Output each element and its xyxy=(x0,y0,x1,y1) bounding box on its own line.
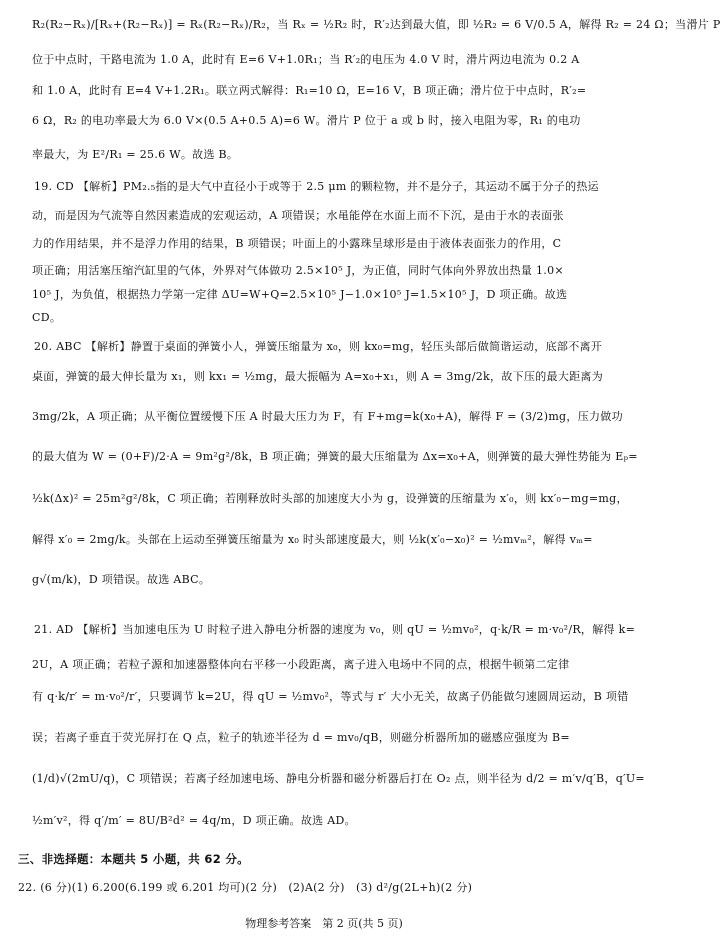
q20-line: 20. ABC 【解析】静置于桌面的弹簧小人，弹簧压缩量为 x₀，则 kx₀=mg，轻压头部后做简谐运动，底部不离开 xyxy=(34,340,603,353)
text-line: 和 1.0 A，此时有 E=4 V+1.2R₁。联立两式解得：R₁=10 Ω，E=16 V，B 项正确；滑片位于中点时，R′₂= xyxy=(32,84,587,97)
text-line: 10⁵ J，为负值，根据热力学第一定律 ΔU=W+Q=2.5×10⁵ J−1.0×10⁵ J=1.5×10⁵ J，D 项正确。故选 xyxy=(32,288,568,301)
text-line: (1/d)√(2mU/q)，C 项错误；若离子经加速电场、静电分析器和磁分析器后打在 O₂ 点，则半径为 d/2 = m′v/q′B，q′U= xyxy=(32,772,645,785)
q21-line: 21. AD 【解析】当加速电压为 U 时粒子进入静电分析器的速度为 v₀，则 qU = ½mv₀²，q·k/R = m·v₀²/R，解得 k= xyxy=(34,623,636,636)
text-line: 的最大值为 W = (0+F)/2·A = 9m²g²/8k，B 项正确；弹簧的最大压缩量为 Δx=x₀+A，则弹簧的最大弹性势能为 Eₚ= xyxy=(32,450,638,463)
q22-line: 22. (6 分)(1) 6.200(6.199 或 6.201 均可)(2 分) (2)A(2 分) (3) d²/g(2L+h)(2 分) xyxy=(18,881,473,894)
text-line: 有 q·k/r′ = m·v₀²/r′，只要调节 k=2U，得 qU = ½mv₀²，等式与 r′ 大小无关，故离子仍能做匀速圆周运动，B 项错 xyxy=(32,690,629,703)
text-line: 动，而是因为气流等自然因素造成的宏观运动，A 项错误；水黾能停在水面上而不下沉，是由于水的表面张 xyxy=(32,209,564,222)
text-line: 位于中点时，干路电流为 1.0 A，此时有 E=6 V+1.0R₁；当 R′₂的电压为 4.0 V 时，滑片两边电流为 0.2 A xyxy=(32,53,580,66)
text-line: 桌面，弹簧的最大伸长量为 x₁，则 kx₁ = ½mg，最大振幅为 A=x₀+x₁，则 A = 3mg/2k，故下压的最大距离为 xyxy=(32,370,604,383)
text-line: R₂(R₂−Rₓ)/[Rₓ+(R₂−Rₓ)] = Rₓ(R₂−Rₓ)/R₂，当 Rₓ = ½R₂ 时，R′₂达到最大值，即 ½R₂ = 6 V/0.5 A，解得 R₂ = 24 Ω；当滑片 P xyxy=(32,18,721,31)
text-line: 误；若离子垂直于荧光屏打在 Q 点，粒子的轨迹半径为 d = mv₀/qB，则磁分析器所加的磁感应强度为 B= xyxy=(32,731,570,744)
text-line: 3mg/2k，A 项正确；从平衡位置缓慢下压 A 时最大压力为 F，有 F+mg=k(x₀+A)，解得 F = (3/2)mg，压力做功 xyxy=(32,410,623,423)
section-heading: 三、非选择题：本题共 5 小题，共 62 分。 xyxy=(18,852,249,866)
text-line: ½m′v²，得 q′/m′ = 8U/B²d² = 4q/m，D 项正确。故选 AD。 xyxy=(32,814,356,827)
text-line: 2U，A 项正确；若粒子源和加速器整体向右平移一小段距离，离子进入电场中不同的点，根据牛顿第二定律 xyxy=(32,658,570,671)
text-line: CD。 xyxy=(32,311,62,324)
text-line: ½k(Δx)² = 25m²g²/8k，C 项正确；若刚释放时头部的加速度大小为 g，设弹簧的压缩量为 x′₀，则 kx′₀−mg=mg， xyxy=(32,492,628,505)
text-line: 力的作用结果，并不是浮力作用的结果，B 项错误；叶面上的小露珠呈球形是由于液体表面张力的作用，C xyxy=(32,237,562,250)
text-line: 解得 x′₀ = 2mg/k。头部在上运动至弹簧压缩量为 x₀ 时头部速度最大，则 ½k(x′₀−x₀)² = ½mvₘ²，解得 vₘ= xyxy=(32,533,593,546)
text-line: g√(m/k)，D 项错误。故选 ABC。 xyxy=(32,573,211,586)
q19-line: 19. CD 【解析】PM₂.₅指的是大气中直径小于或等于 2.5 μm 的颗粒物，并不是分子，其运动不属于分子的热运 xyxy=(34,180,599,193)
text-line: 项正确；用活塞压缩汽缸里的气体，外界对气体做功 2.5×10⁵ J，为正值，同时气体向外界放出热量 1.0× xyxy=(32,264,564,277)
text-line: 率最大，为 E²/R₁ = 25.6 W。故选 B。 xyxy=(32,148,239,161)
text-line: 6 Ω，R₂ 的电功率最大为 6.0 V×(0.5 A+0.5 A)=6 W。滑片 P 位于 a 或 b 时，接入电阻为零，R₁ 的电功 xyxy=(32,114,581,127)
page-footer: 物理参考答案 第 2 页(共 5 页) xyxy=(245,917,403,930)
